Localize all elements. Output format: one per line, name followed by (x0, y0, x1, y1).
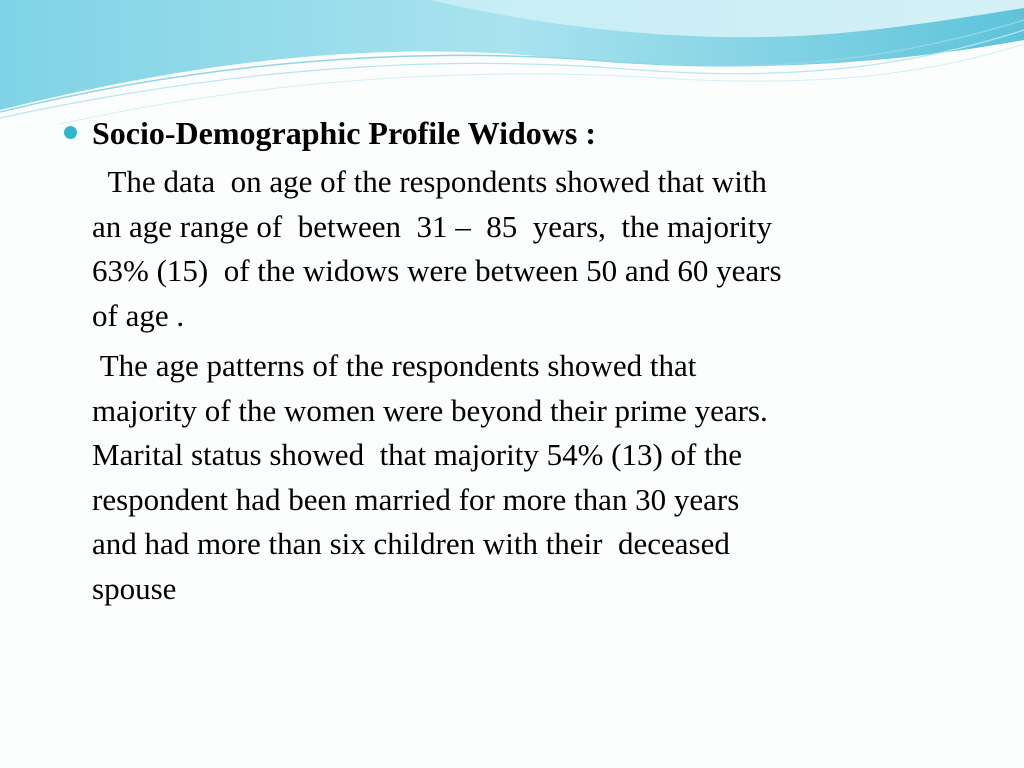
paragraph-marital-status: The age patterns of the respondents showed that majority of the women were beyond their prime years. Marital status showed that majority 54% (13) of the respondent had been married for more than 30 years and had more than six children with their deceased spouse (92, 348, 768, 606)
paragraph-age: The data on age of the respondents showed that with an age range of between 31 – 85 years, the majority 63% (15) of the widows were between 50 and 60 years of age . (92, 164, 782, 333)
header-wave-decoration (0, 0, 1024, 130)
slide-content (62, 112, 962, 611)
bullet-dot-icon (64, 126, 77, 139)
bullet-item (62, 112, 962, 611)
slide-heading: Socio-Demographic Profile Widows : (92, 115, 596, 151)
